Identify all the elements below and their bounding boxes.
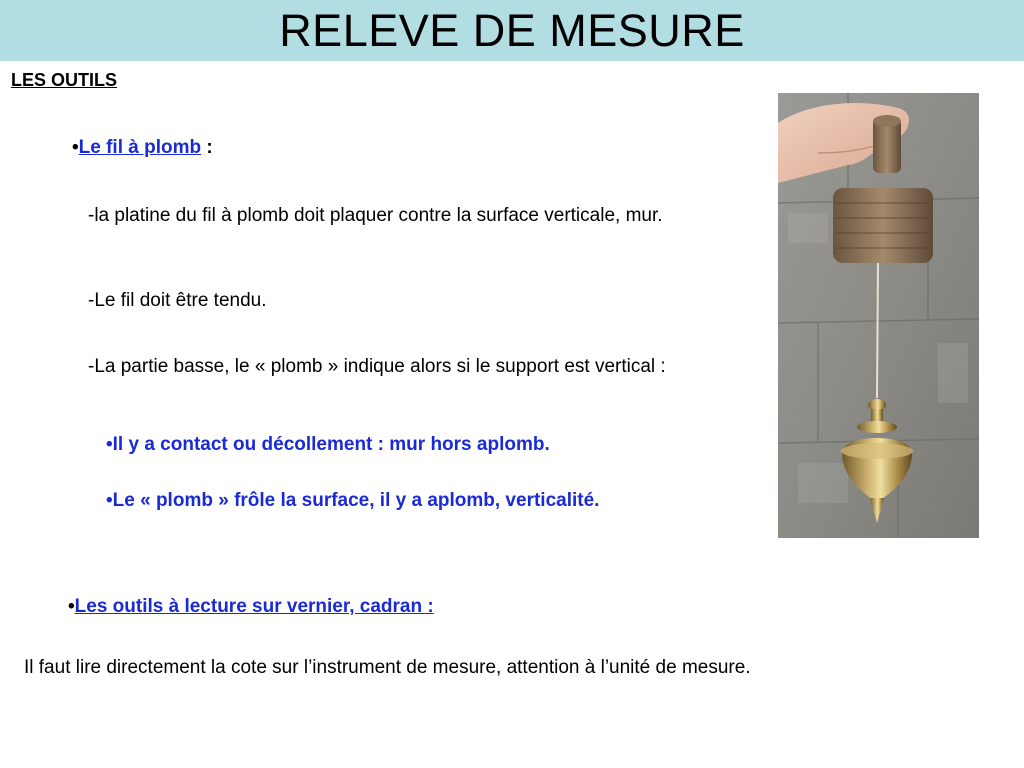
bullet-marker: • bbox=[72, 137, 79, 158]
plumb-case-2: •Le « plomb » frôle la surface, il y a aplomb, verticalité. bbox=[106, 490, 600, 511]
plumb-bob-photo bbox=[778, 93, 979, 538]
slide-title: RELEVE DE MESURE bbox=[279, 4, 745, 56]
plumb-line-2: -Le fil doit être tendu. bbox=[88, 290, 267, 311]
vernier-link[interactable]: Les outils à lecture sur vernier, cadran : bbox=[74, 596, 434, 617]
plumb-suffix: : bbox=[201, 137, 213, 158]
section-heading: LES OUTILS bbox=[11, 70, 118, 90]
plumb-line-3: -La partie basse, le « plomb » indique alors si le support est vertical : bbox=[88, 356, 666, 377]
vernier-text: Il faut lire directement la cote sur l’instrument de mesure, attention à l’unité de mesure. bbox=[24, 657, 751, 678]
bullet-marker: • bbox=[68, 596, 75, 617]
vernier-bullet bbox=[68, 596, 434, 618]
plumb-case-1: •Il y a contact ou décollement : mur hors aplomb. bbox=[106, 434, 550, 455]
title-bar bbox=[0, 0, 1024, 61]
plumb-link[interactable]: Le fil à plomb bbox=[78, 137, 202, 158]
plumb-bullet bbox=[72, 137, 213, 159]
plumb-line-1: -la platine du fil à plomb doit plaquer contre la surface verticale, mur. bbox=[88, 205, 663, 226]
